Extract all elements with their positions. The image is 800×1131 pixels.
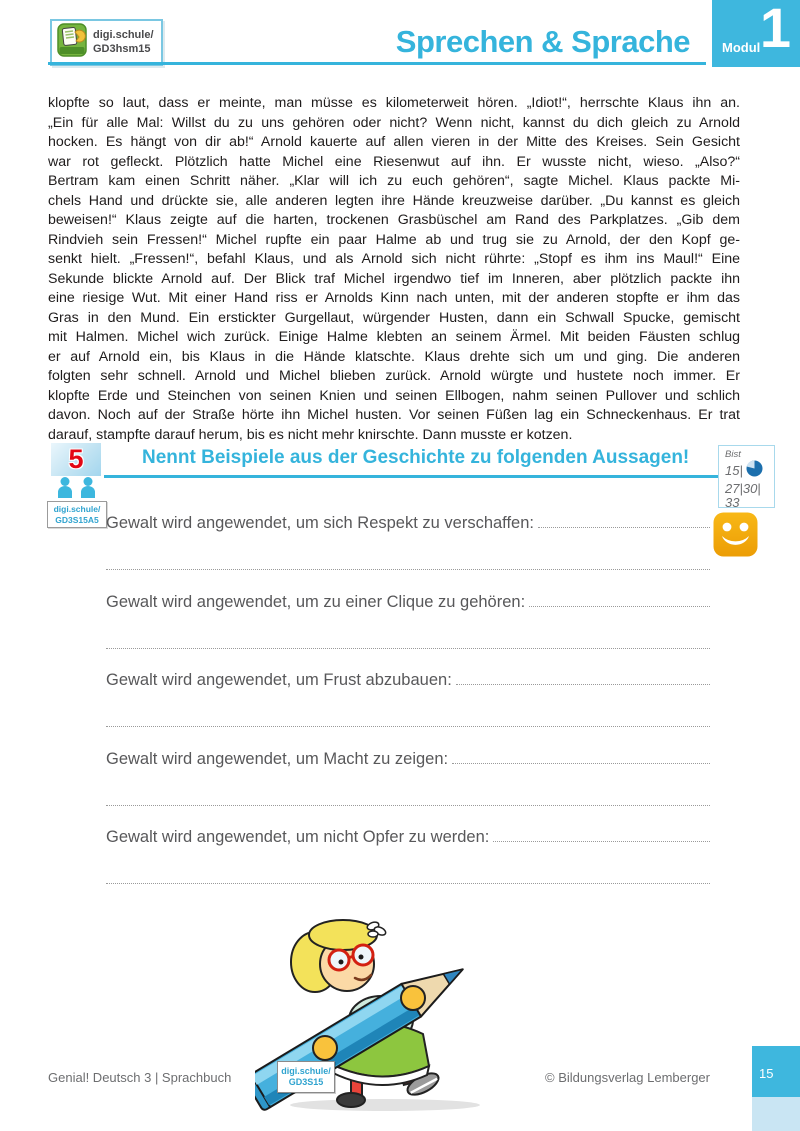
task-badge-line1: digi.schule/ [53,504,101,515]
header-digischule-badge[interactable] [50,19,163,66]
illu-badge-line2: GD3S15 [288,1077,324,1087]
prompt-label: Gewalt wird angewendet, um Macht zu zeigen: [106,749,449,768]
story-line: senkt hielt. „Fressen!“, befahl Klaus, und als Arnold sich nicht rührte: „Stopf es ihm ins Maul!“ Eine [48,251,740,267]
inline-answer-line[interactable] [529,593,710,607]
story-line: Bertram kam einen Schritt näher. „Klar will ich zu euch gehören“, sagte Michel. Klaus packte Mi- [48,173,740,189]
story-line: chels Hand und drückte sie, alle anderen legten ihre Hände kreuzweise darüber. „Du kannst es gleich [48,192,740,209]
story-line: beweisen!“ Klaus zeigte auf die harten, trockenen Grasbüschel am Rand des Parkplatzes. „Gib dem [48,212,740,228]
prompt-label: Gewalt wird angewendet, um Frust abzubauen: [106,671,452,689]
pair-work-icon [55,477,99,504]
module-tab [712,0,800,67]
bist-ref-2: 27|30| [725,481,761,496]
inline-answer-line[interactable] [456,671,710,685]
prompt-block [106,593,710,649]
inline-answer-line[interactable] [538,514,710,528]
prompt-label: Gewalt wird angewendet, um nicht Opfer zu werden: [106,828,490,846]
story-line: Sekunde blickte Arnold auf. Der Blick traf Michel irgendwo tief im Inneren, aber plötzlich packte ihn [48,270,740,287]
answer-line[interactable] [106,647,710,649]
page-title: Sprechen & Sprache [395,24,690,59]
story-line: Rindvieh sein Fressen!“ Michel rupfte ein paar Halme ab und trug sie zu Arnold, der den Kopf ge- [48,231,740,248]
bist-ref-3: 33 [725,495,740,510]
prompt-block [106,750,710,806]
answer-line[interactable] [106,882,710,884]
task-rule [104,475,718,478]
inline-answer-line[interactable] [452,750,710,764]
story-line: mit Halmen. Michel wich zurück. Einige Halme klebten an seinem Ärmel. Mit beiden Fäusten schlug [48,329,740,345]
module-label: Modul [722,40,761,55]
task-number-box [51,443,101,476]
story-line: eine riesige Wut. Mit einer Hand riss er Arnolds Kinn nach unten, mit der anderen stopfte er ihm das [48,290,740,306]
story-line: klopfte so laut, dass er meinte, man müsse es kilometerweit hören. „Idiot!“, herrschte Klaus ihn an. [48,95,740,111]
prompt-block [106,671,710,727]
prompt-list [106,514,710,907]
prompt-label: Gewalt wird angewendet, um zu einer Clique zu gehören: [106,592,526,611]
pie-chart-icon [746,460,763,482]
page-tab-decoration [752,1097,800,1131]
module-number: 1 [759,0,791,59]
bist-label: Bist [725,449,741,460]
story-line: hocken. Es hängt von dir ab!“ Arnold kauerte auf allen vieren in der Mitte des Kreises. Sein Gesicht [48,134,740,150]
task-badge-line2: GD3S15A5 [55,514,99,525]
answer-line[interactable] [106,725,710,727]
story-text [48,94,740,445]
prompt-block [106,828,710,884]
story-line: davon. Noch auf der Straße hörte ihn Michel husten. Vor seinen Füßen lag ein Schneckenhaus. Er trat [48,407,740,423]
illustration-digischule-badge[interactable] [277,1061,335,1093]
answer-line[interactable] [106,804,710,806]
task-heading: Nennt Beispiele aus der Geschichte zu folgenden Aussagen! [142,447,690,468]
story-line: war rot gefleckt. Plötzlich hatte Michel eine Riesenwut auf ihn. Er wusste nicht, wieso. „Also?“ [48,153,740,170]
page-number: 15 [759,1066,774,1081]
inline-answer-line[interactable] [493,828,710,842]
digi-schule-app-icon [57,23,87,62]
task-digischule-badge[interactable] [47,501,107,528]
bist-ref-1: 15| [725,463,743,478]
story-line: „Ein für alle Mal: Willst du zu uns gehören oder nicht? Wenn nicht, kannst du dich gleich zu Arnold [48,114,740,131]
illu-badge-line1: digi.schule/ [281,1065,331,1076]
story-line: Gras in den Mund. Ein erstickter Gurgellaut, würgender Husten, dann ein Schwall Spucke, gemischt [48,309,740,326]
story-line: folgten sehr schnell. Arnold und Michel blieben zurück. Arnold würgte und hustete noch immer. Er [48,368,740,384]
footer-book-title: Genial! Deutsch 3 | Sprachbuch [48,1070,232,1085]
badge-line2: GD3hsm15 [93,42,151,55]
bist-reference-box [718,445,775,508]
page-number-tab [752,1046,800,1097]
prompt-block [106,514,710,570]
footer-copyright: © Bildungsverlag Lemberger [545,1070,710,1085]
prompt-label: Gewalt wird angewendet, um sich Respekt zu verschaffen: [106,514,534,532]
task-number: 5 [68,444,84,474]
answer-line[interactable] [106,568,710,570]
header-rule [48,62,706,65]
smiley-icon [713,512,758,562]
badge-line1: digi.schule/ [93,29,154,42]
story-line: klopfte Erde und Steinchen von seinen Knien und seinen Ellbogen, nahm seinen Pullover und schlich [48,387,740,404]
story-line: er auf Arnold ein, bis Klaus in die Hände klatschte. Klaus drehte sich um und ging. Die anderen [48,348,740,365]
story-line: darauf, stampfte darauf herum, bis es nicht mehr knirschte. Dann musste er kotzen. [48,426,573,443]
